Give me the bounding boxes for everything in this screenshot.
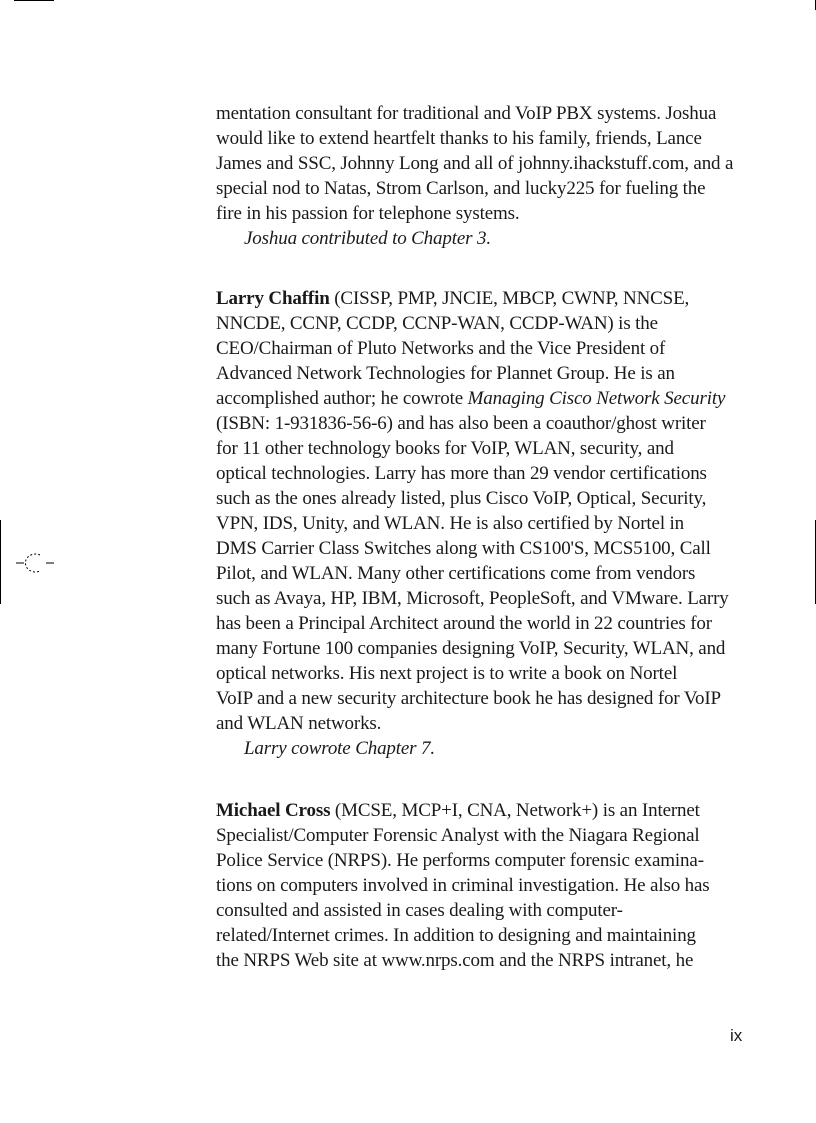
text-line: and WLAN networks. [216,713,382,734]
text-line: related/Internet crimes. In addition to designing and maintaining [216,925,696,946]
text-line: for 11 other technology books for VoIP, WLAN, security, and [216,438,674,459]
bio-larry-chaffin [216,286,751,761]
text-line: Advanced Network Technologies for Plannet Group. He is an [216,363,675,384]
bio-first-line [216,286,751,311]
margin-rule-left [0,520,1,604]
text-line: optical technologies. Larry has more than 29 vendor certifications [216,463,707,484]
text-segment: accomplished author; he cowrote [216,388,468,409]
text-line: has been a Principal Architect around the world in 22 countries for [216,613,712,634]
text-line: VPN, IDS, Unity, and WLAN. He is also certified by Nortel in [216,513,685,534]
contribution-note: Joshua contributed to Chapter 3. [244,228,491,249]
text-line: such as Avaya, HP, IBM, Microsoft, PeopleSoft, and VMware. Larry [216,588,729,609]
text-line: mentation consultant for traditional and VoIP PBX systems. Joshua [216,103,717,124]
book-title: Managing Cisco Network Security [467,388,726,409]
text-line: optical networks. His next project is to write a book on Nortel [216,663,678,684]
bio-michael-cross [216,798,751,973]
intro-paragraph [216,101,751,251]
book-mention-line [216,386,751,411]
text-line: fire in his passion for telephone systems. [216,203,520,224]
text-line: Police Service (NRPS). He performs computer forensic examina- [216,850,704,871]
text-line: James and SSC, Johnny Long and all of johnny.ihackstuff.com, and a [216,153,734,174]
text-line: special nod to Natas, Strom Carlson, and lucky225 for fueling the [216,178,706,199]
text-line: would like to extend heartfelt thanks to his family, friends, Lance [216,128,702,149]
text-line: Pilot, and WLAN. Many other certifications come from vendors [216,563,696,584]
text-line: NNCDE, CCNP, CCDP, CCNP-WAN, CCDP-WAN) is the [216,313,658,334]
author-name: Michael Cross [216,800,331,821]
text-line: such as the ones already listed, plus Cisco VoIP, Optical, Security, [216,488,707,509]
page-number: ix [730,1026,743,1045]
contribution-note: Larry cowrote Chapter 7. [244,738,435,759]
text-line: consulted and assisted in cases dealing with computer- [216,900,623,921]
registration-mark-icon [14,550,56,576]
crop-mark-top-left [14,0,54,1]
text-line: (ISBN: 1-931836-56-6) and has also been a coauthor/ghost writer [216,413,706,434]
text-line: many Fortune 100 companies designing VoIP, Security, WLAN, and [216,638,726,659]
text-line: tions on computers involved in criminal investigation. He also has [216,875,710,896]
text-line: DMS Carrier Class Switches along with CS100'S, MCS5100, Call [216,538,711,559]
credentials-text: (CISSP, PMP, JNCIE, MBCP, CWNP, NNCSE, [329,288,690,309]
author-name: Larry Chaffin [216,288,330,309]
text-line: the NRPS Web site at www.nrps.com and the NRPS intranet, he [216,950,694,971]
text-line: VoIP and a new security architecture book he has designed for VoIP [216,688,721,709]
text-line: CEO/Chairman of Pluto Networks and the Vice President of [216,338,666,359]
text-line: Specialist/Computer Forensic Analyst with the Niagara Regional [216,825,700,846]
bio-first-line [216,798,751,823]
credentials-text: (MCSE, MCP+I, CNA, Network+) is an Internet [330,800,700,821]
